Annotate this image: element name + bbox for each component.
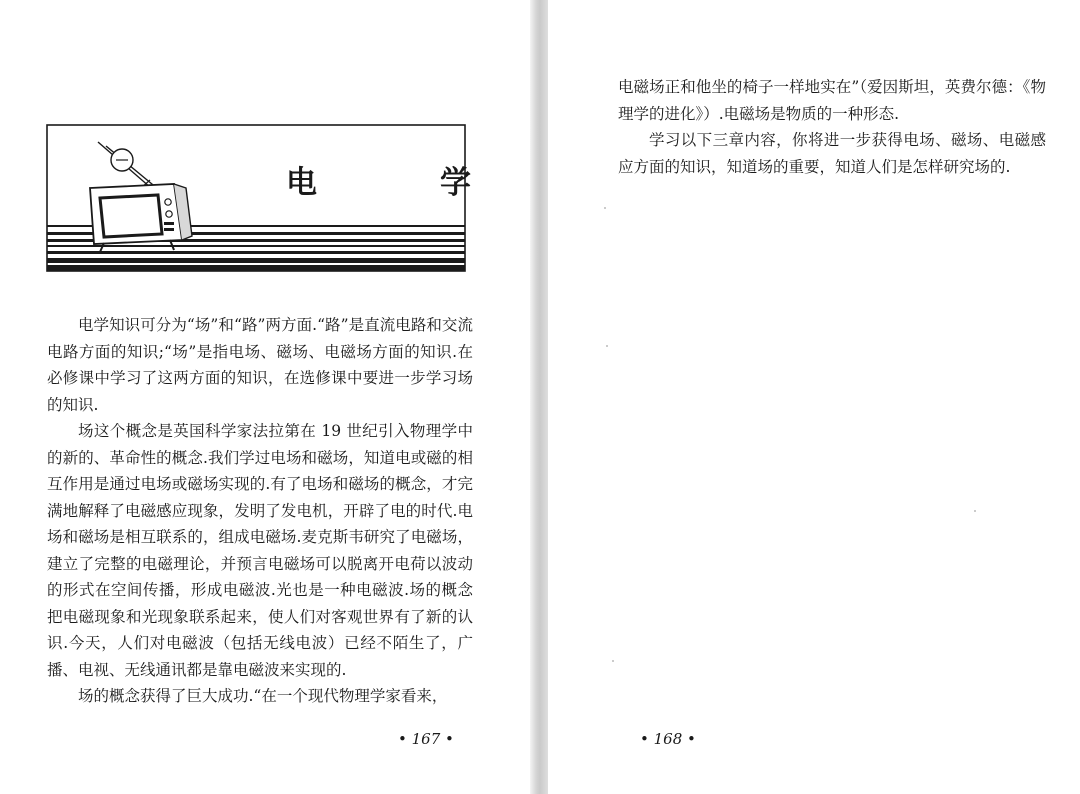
left-page	[0, 0, 530, 794]
scan-speck	[974, 510, 976, 512]
right-body-text	[618, 74, 1046, 180]
page-number: • 168 •	[640, 730, 696, 748]
chapter-banner	[46, 124, 517, 274]
paragraph: 电学知识可分为“场”和“路”两方面.“路”是直流电路和交流电路方面的知识;“场”是指电场、磁场、电磁场方面的知识.在必修课中学习了这两方面的知识，在选修课中要进一步学习场的知识.	[47, 316, 473, 414]
scan-speck	[604, 207, 606, 209]
book-spine	[530, 0, 548, 794]
paragraph: 场这个概念是英国科学家法拉第在 19 世纪引入物理学中的新的、革命性的概念.我们学过电场和磁场，知道电或磁的相互作用是通过电场或磁场实现的.有了电场和磁场的概念，才完满地解释了电磁感应现象，发明了发电机，开辟了电的时代.电场和磁场是相互联系的，组成电磁场.麦克斯韦研究了电磁场，建立了完整的电磁理论，并预言电磁场可以脱离开电荷以波动的形式在空间传播，形成电磁波.光也是一种电磁波.场的概念把电磁现象和光现象联系起来，使人们对客观世界有了新的认识.今天，人们对电磁波（包括无线电波）已经不陌生了，广播、电视、无线通讯都是靠电磁波来实现的.	[47, 422, 473, 679]
continued-paragraph: 电磁场正和他坐的椅子一样地实在”（爱因斯坦，英费尔德：《物理学的进化》）.电磁场是物质的一种形态.	[618, 78, 1046, 123]
paragraph: 学习以下三章内容，你将进一步获得电场、磁场、电磁感应方面的知识，知道场的重要，知道人们是怎样研究场的.	[618, 131, 1046, 176]
right-page	[548, 0, 1080, 794]
paragraph: 场的概念获得了巨大成功.“在一个现代物理学家看来，	[78, 687, 448, 705]
chapter-title: 电 学	[286, 165, 517, 201]
scan-speck	[612, 660, 614, 662]
page-number: • 167 •	[398, 730, 454, 748]
left-body-text	[47, 312, 473, 710]
scan-speck	[606, 345, 608, 347]
